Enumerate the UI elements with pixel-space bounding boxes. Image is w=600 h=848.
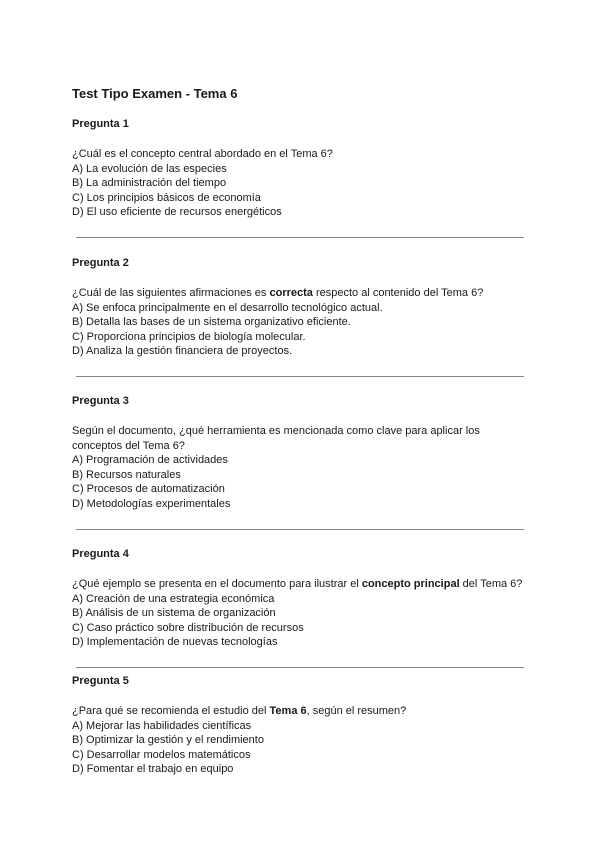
- option-c: C) Los principios básicos de economía: [72, 191, 261, 204]
- option-c: C) Proporciona principios de biología molecular.: [72, 330, 306, 343]
- option-d: D) Fomentar el trabajo en equipo: [72, 763, 234, 775]
- option-b: B) La administración del tiempo: [72, 177, 227, 189]
- option-b: B) Detalla las bases de un sistema organizativo eficiente.: [72, 316, 351, 328]
- option-a: A) Programación de actividades: [72, 454, 228, 466]
- separator-rule: [76, 529, 524, 530]
- question-text: Según el documento, ¿qué herramienta es mencionada como clave para aplicar los conceptos del Tema 6?: [72, 425, 480, 452]
- question-text: ¿Cuál es el concepto central abordado en el Tema 6?: [72, 148, 333, 160]
- question-text: ¿Qué ejemplo se presenta en el documento para ilustrar el concepto principal del Tema 6?: [72, 578, 523, 590]
- option-c: C) Procesos de automatización: [72, 483, 225, 495]
- emphasis: correcta: [269, 287, 313, 299]
- question-4: [72, 547, 528, 650]
- option-a: A) Mejorar las habilidades científicas: [72, 719, 252, 732]
- option-c: C) Caso práctico sobre distribución de recursos: [72, 621, 304, 634]
- question-heading: Pregunta 4: [72, 548, 129, 560]
- question-heading: Pregunta 2: [72, 257, 129, 269]
- option-a: A) La evolución de las especies: [72, 162, 227, 175]
- option-c: C) Desarrollar modelos matemáticos: [72, 748, 251, 761]
- question-3: [72, 394, 528, 511]
- question-text: ¿Para qué se recomienda el estudio del Tema 6, según el resumen?: [72, 705, 407, 717]
- option-a: A) Se enfoca principalmente en el desarrollo tecnológico actual.: [72, 301, 383, 314]
- question-2: [72, 256, 528, 359]
- option-b: B) Análisis de un sistema de organización: [72, 607, 276, 619]
- emphasis: concepto principal: [361, 578, 460, 590]
- question-heading: Pregunta 3: [72, 395, 129, 407]
- emphasis: Tema 6: [269, 705, 307, 717]
- option-a: A) Creación de una estrategia económica: [72, 592, 275, 605]
- option-d: D) El uso eficiente de recursos energéticos: [72, 206, 282, 218]
- separator-rule: [76, 667, 524, 668]
- option-d: D) Implementación de nuevas tecnologías: [72, 636, 278, 648]
- question-heading: Pregunta 1: [72, 118, 129, 130]
- question-5: [72, 674, 528, 777]
- option-b: B) Recursos naturales: [72, 468, 181, 481]
- question-heading: Pregunta 5: [72, 675, 129, 687]
- document-title: Test Tipo Examen - Tema 6: [72, 86, 238, 101]
- separator-rule: [76, 376, 524, 377]
- separator-rule: [76, 237, 524, 238]
- option-b: B) Optimizar la gestión y el rendimiento: [72, 734, 264, 746]
- question-1: [72, 117, 528, 220]
- question-text: ¿Cuál de las siguientes afirmaciones es correcta respecto al contenido del Tema 6?: [72, 287, 484, 299]
- option-d: D) Metodologías experimentales: [72, 497, 231, 510]
- option-d: D) Analiza la gestión financiera de proyectos.: [72, 345, 293, 357]
